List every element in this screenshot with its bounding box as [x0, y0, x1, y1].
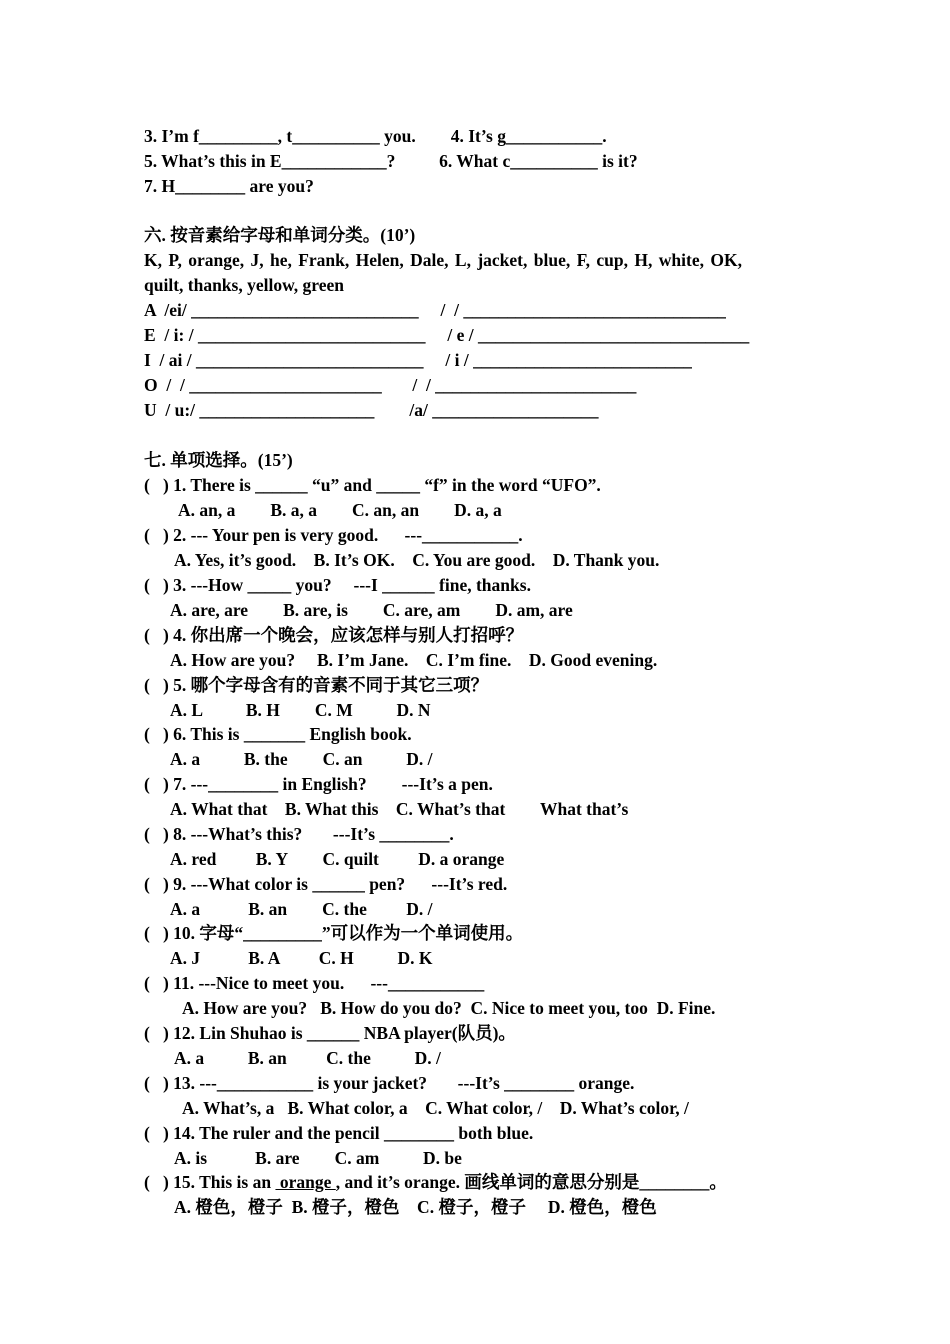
question-5: ( ) 5. 哪个字母含有的音素不同于其它三项？ — [144, 675, 489, 695]
question-13: ( ) 13. ---___________ is your jacket? ---It’s ________ orange. — [144, 1073, 635, 1093]
question-9: ( ) 9. ---What color is ______ pen? ---It’s red. — [144, 874, 508, 894]
question-12: ( ) 12. Lin Shuhao is ______ NBA player(队员)。 — [144, 1023, 516, 1043]
phoneme-row-e: E / i: / __________________________ / e / _______________________________ — [144, 325, 750, 345]
question-9-options: A. a B. an C. the D. / — [170, 899, 433, 919]
section-6-title: 六. 按音素给字母和单词分类。(10’) — [144, 225, 416, 245]
question-4-options: A. How are you? B. I’m Jane. C. I’m fine. D. Good evening. — [170, 650, 658, 670]
question-8: ( ) 8. ---What’s this? ---It’s ________. — [144, 824, 454, 844]
section-6-words-line-1: K, P, orange, J, he, Frank, Helen, Dale, L, jacket, blue, F, cup, H, white, OK, — [144, 250, 742, 270]
question-15-suffix: , and it’s orange. 画线单词的意思分别是________。 — [335, 1172, 727, 1192]
question-13-options: A. What’s, a B. What color, a C. What color, / D. What’s color, / — [182, 1098, 689, 1118]
question-15 — [144, 1171, 727, 1193]
question-14-options: A. is B. are C. am D. be — [174, 1148, 462, 1168]
question-6-options: A. a B. the C. an D. / — [170, 749, 433, 769]
question-5-options: A. L B. H C. M D. N — [170, 700, 431, 720]
question-10: ( ) 10. 字母“_________”可以作为一个单词使用。 — [144, 923, 524, 943]
question-11: ( ) 11. ---Nice to meet you. ---___________ — [144, 973, 485, 993]
fill-in-line-3-4: 3. I’m f_________, t__________ you. 4. It’s g___________. — [144, 126, 607, 146]
question-2-options: A. Yes, it’s good. B. It’s OK. C. You are good. D. Thank you. — [174, 550, 660, 570]
question-15-underlined-word: orange — [275, 1172, 336, 1192]
question-7: ( ) 7. ---________ in English? ---It’s a pen. — [144, 774, 493, 794]
question-10-options: A. J B. A C. H D. K — [170, 948, 433, 968]
question-11-options: A. How are you? B. How do you do? C. Nice to meet you, too D. Fine. — [182, 998, 716, 1018]
question-2: ( ) 2. --- Your pen is very good. ---___________. — [144, 525, 523, 545]
phoneme-row-o: O / / ______________________ / / _______________________ — [144, 375, 637, 395]
question-15-options: A. 橙色，橙子 B. 橙子，橙色 C. 橙子，橙子 D. 橙色，橙色 — [174, 1197, 657, 1217]
question-1-options: A. an, a B. a, a C. an, an D. a, a — [178, 500, 502, 520]
question-7-options: A. What that B. What this C. What’s that What that’s — [170, 799, 629, 819]
question-14: ( ) 14. The ruler and the pencil ________ both blue. — [144, 1123, 534, 1143]
fill-in-line-5-6: 5. What’s this in E____________? 6. What c__________ is it? — [144, 151, 638, 171]
phoneme-row-u: U / u:/ ____________________ /a/ ___________________ — [144, 400, 599, 420]
question-6: ( ) 6. This is _______ English book. — [144, 724, 412, 744]
fill-in-line-7: 7. H________ are you? — [144, 176, 314, 196]
question-3: ( ) 3. ---How _____ you? ---I ______ fine, thanks. — [144, 575, 531, 595]
phoneme-row-a: A /ei/ __________________________ / / ______________________________ — [144, 300, 726, 320]
question-12-options: A. a B. an C. the D. / — [174, 1048, 441, 1068]
question-8-options: A. red B. Y C. quilt D. a orange — [170, 849, 505, 869]
question-15-prefix: ( ) 15. This is an — [144, 1172, 276, 1192]
section-6-words-line-2: quilt, thanks, yellow, green — [144, 275, 344, 295]
section-7-title: 七. 单项选择。(15’) — [144, 450, 293, 470]
question-1: ( ) 1. There is ______ “u” and _____ “f” in the word “UFO”. — [144, 475, 601, 495]
phoneme-row-i: I / ai / __________________________ / i / _________________________ — [144, 350, 692, 370]
question-3-options: A. are, are B. are, is C. are, am D. am, are — [170, 600, 573, 620]
question-4: ( ) 4. 你出席一个晚会，应该怎样与别人打招呼？ — [144, 625, 524, 645]
